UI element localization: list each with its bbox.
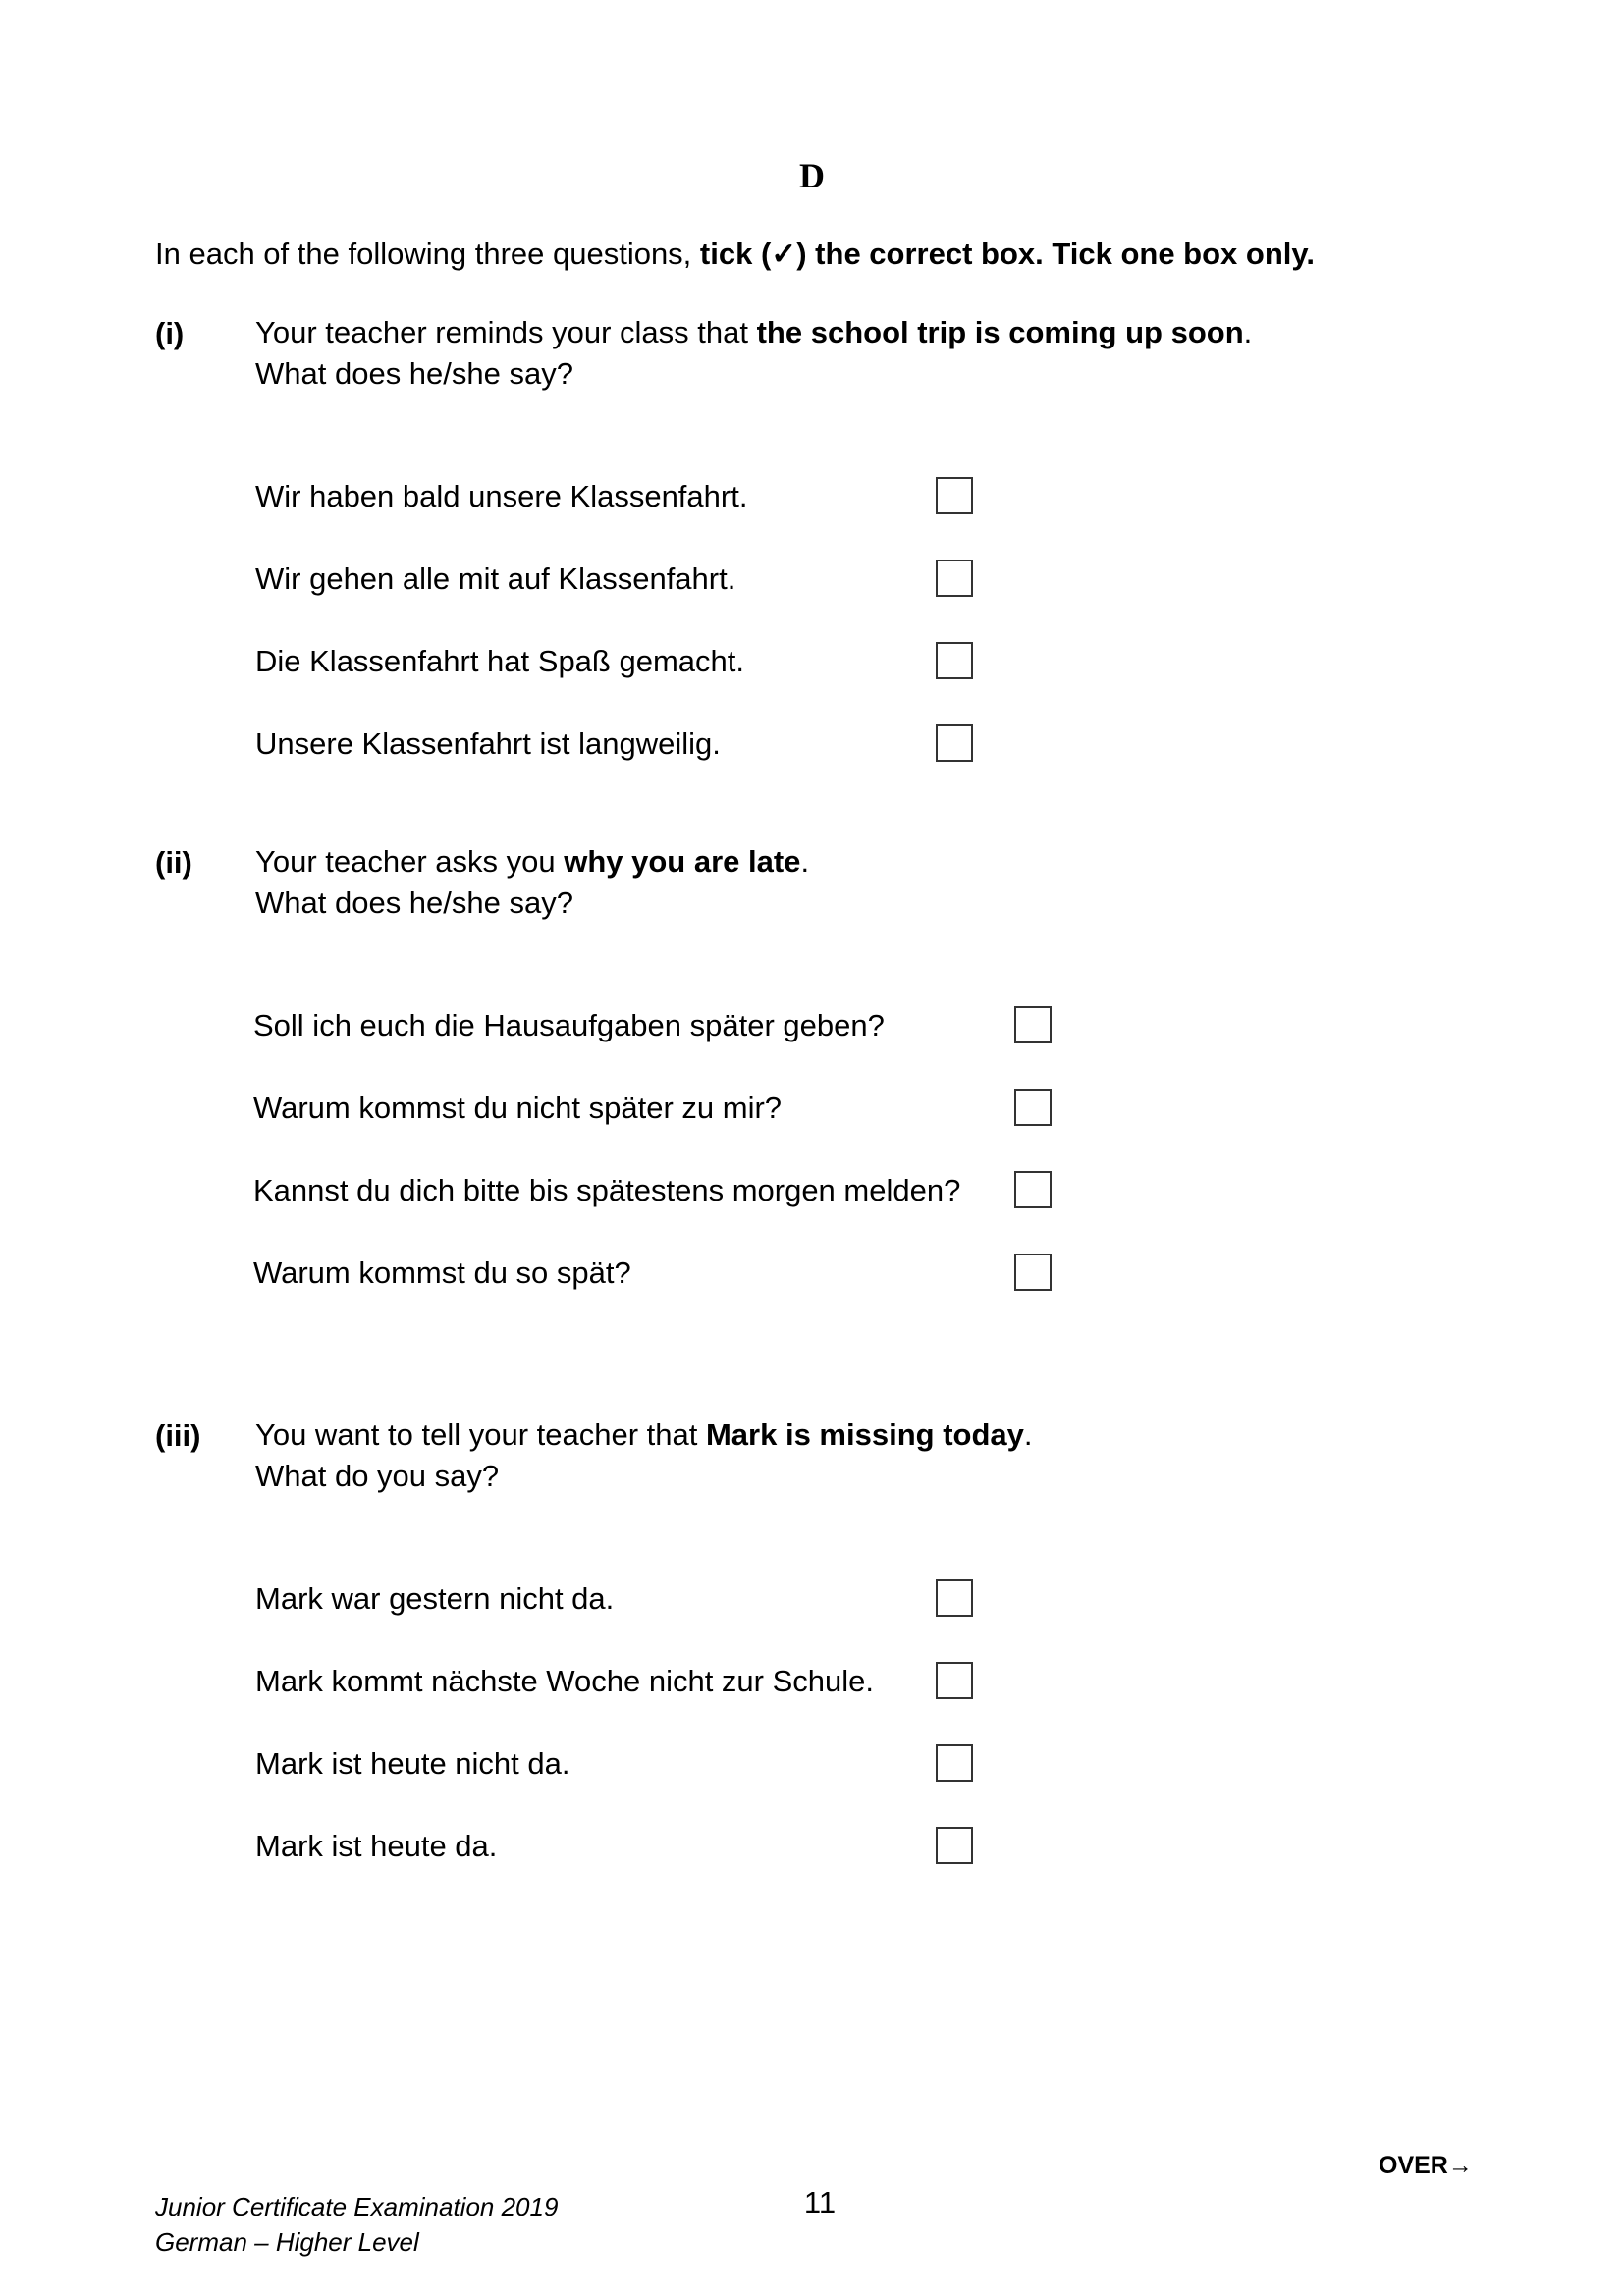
question-1-checkbox-1[interactable] <box>936 477 973 514</box>
footer-subject-level: German – Higher Level <box>155 2227 419 2257</box>
question-2-option-3: Kannst du dich bitte bis spätestens morgen melden? <box>253 1173 961 1207</box>
question-3-option-1: Mark war gestern nicht da. <box>255 1581 615 1616</box>
question-2-prompt-line2: What does he/she say? <box>255 885 573 920</box>
question-2-checkbox-4[interactable] <box>1014 1254 1052 1291</box>
instruction-text: In each of the following three questions, <box>155 237 700 271</box>
question-3-option-4: Mark ist heute da. <box>255 1829 498 1863</box>
question-1-option-3: Die Klassenfahrt hat Spaß gemacht. <box>255 644 744 678</box>
question-3-prompt-bold: Mark is missing today <box>705 1417 1024 1452</box>
question-2-checkbox-2[interactable] <box>1014 1089 1052 1126</box>
question-3-prompt <box>255 1415 1033 1497</box>
question-2-number: (ii) <box>155 845 192 880</box>
question-3-option-3: Mark ist heute nicht da. <box>255 1746 570 1781</box>
question-1-checkbox-4[interactable] <box>936 724 973 762</box>
question-2-prompt <box>255 841 809 924</box>
question-3-prompt-text: You want to tell your teacher that <box>255 1417 706 1452</box>
question-1-prompt-line2: What does he/she say? <box>255 356 573 391</box>
question-3-checkbox-1[interactable] <box>936 1579 973 1617</box>
question-1-number: (i) <box>155 316 185 350</box>
question-1-prompt <box>255 312 1252 395</box>
page-number: 11 <box>803 2185 837 2219</box>
question-3-option-2: Mark kommt nächste Woche nicht zur Schule. <box>255 1664 875 1698</box>
question-1-option-1: Wir haben bald unsere Klassenfahrt. <box>255 479 748 513</box>
question-2-prompt-end: . <box>800 844 810 879</box>
section-heading: D <box>799 156 825 195</box>
footer-exam-title: Junior Certificate Examination 2019 <box>155 2192 559 2221</box>
question-1-option-2: Wir gehen alle mit auf Klassenfahrt. <box>255 561 736 596</box>
footer <box>155 2189 558 2260</box>
question-2-option-4: Warum kommst du so spät? <box>253 1255 631 1290</box>
instruction <box>155 237 1315 272</box>
instruction-bold: tick (✓) the correct box. Tick one box only. <box>699 237 1315 271</box>
question-2-prompt-bold: why you are late <box>564 844 801 879</box>
question-3-checkbox-2[interactable] <box>936 1662 973 1699</box>
question-3-number: (iii) <box>155 1418 201 1453</box>
question-2-checkbox-3[interactable] <box>1014 1171 1052 1208</box>
question-1-option-4: Unsere Klassenfahrt ist langweilig. <box>255 726 721 761</box>
question-2-prompt-text: Your teacher asks you <box>255 844 565 879</box>
question-3-prompt-end: . <box>1023 1417 1033 1452</box>
question-1-prompt-end: . <box>1243 315 1253 349</box>
question-2-option-1: Soll ich euch die Hausaufgaben später geben? <box>253 1008 885 1042</box>
over-indicator: OVER→ <box>1379 2152 1473 2179</box>
question-3-checkbox-4[interactable] <box>936 1827 973 1864</box>
question-1-prompt-bold: the school trip is coming up soon <box>756 315 1244 349</box>
question-3-checkbox-3[interactable] <box>936 1744 973 1782</box>
question-2-option-2: Warum kommst du nicht später zu mir? <box>253 1091 783 1125</box>
question-1-checkbox-2[interactable] <box>936 560 973 597</box>
question-1-checkbox-3[interactable] <box>936 642 973 679</box>
question-3-prompt-line2: What do you say? <box>255 1459 500 1493</box>
question-1-prompt-text: Your teacher reminds your class that <box>255 315 757 349</box>
question-2-checkbox-1[interactable] <box>1014 1006 1052 1043</box>
